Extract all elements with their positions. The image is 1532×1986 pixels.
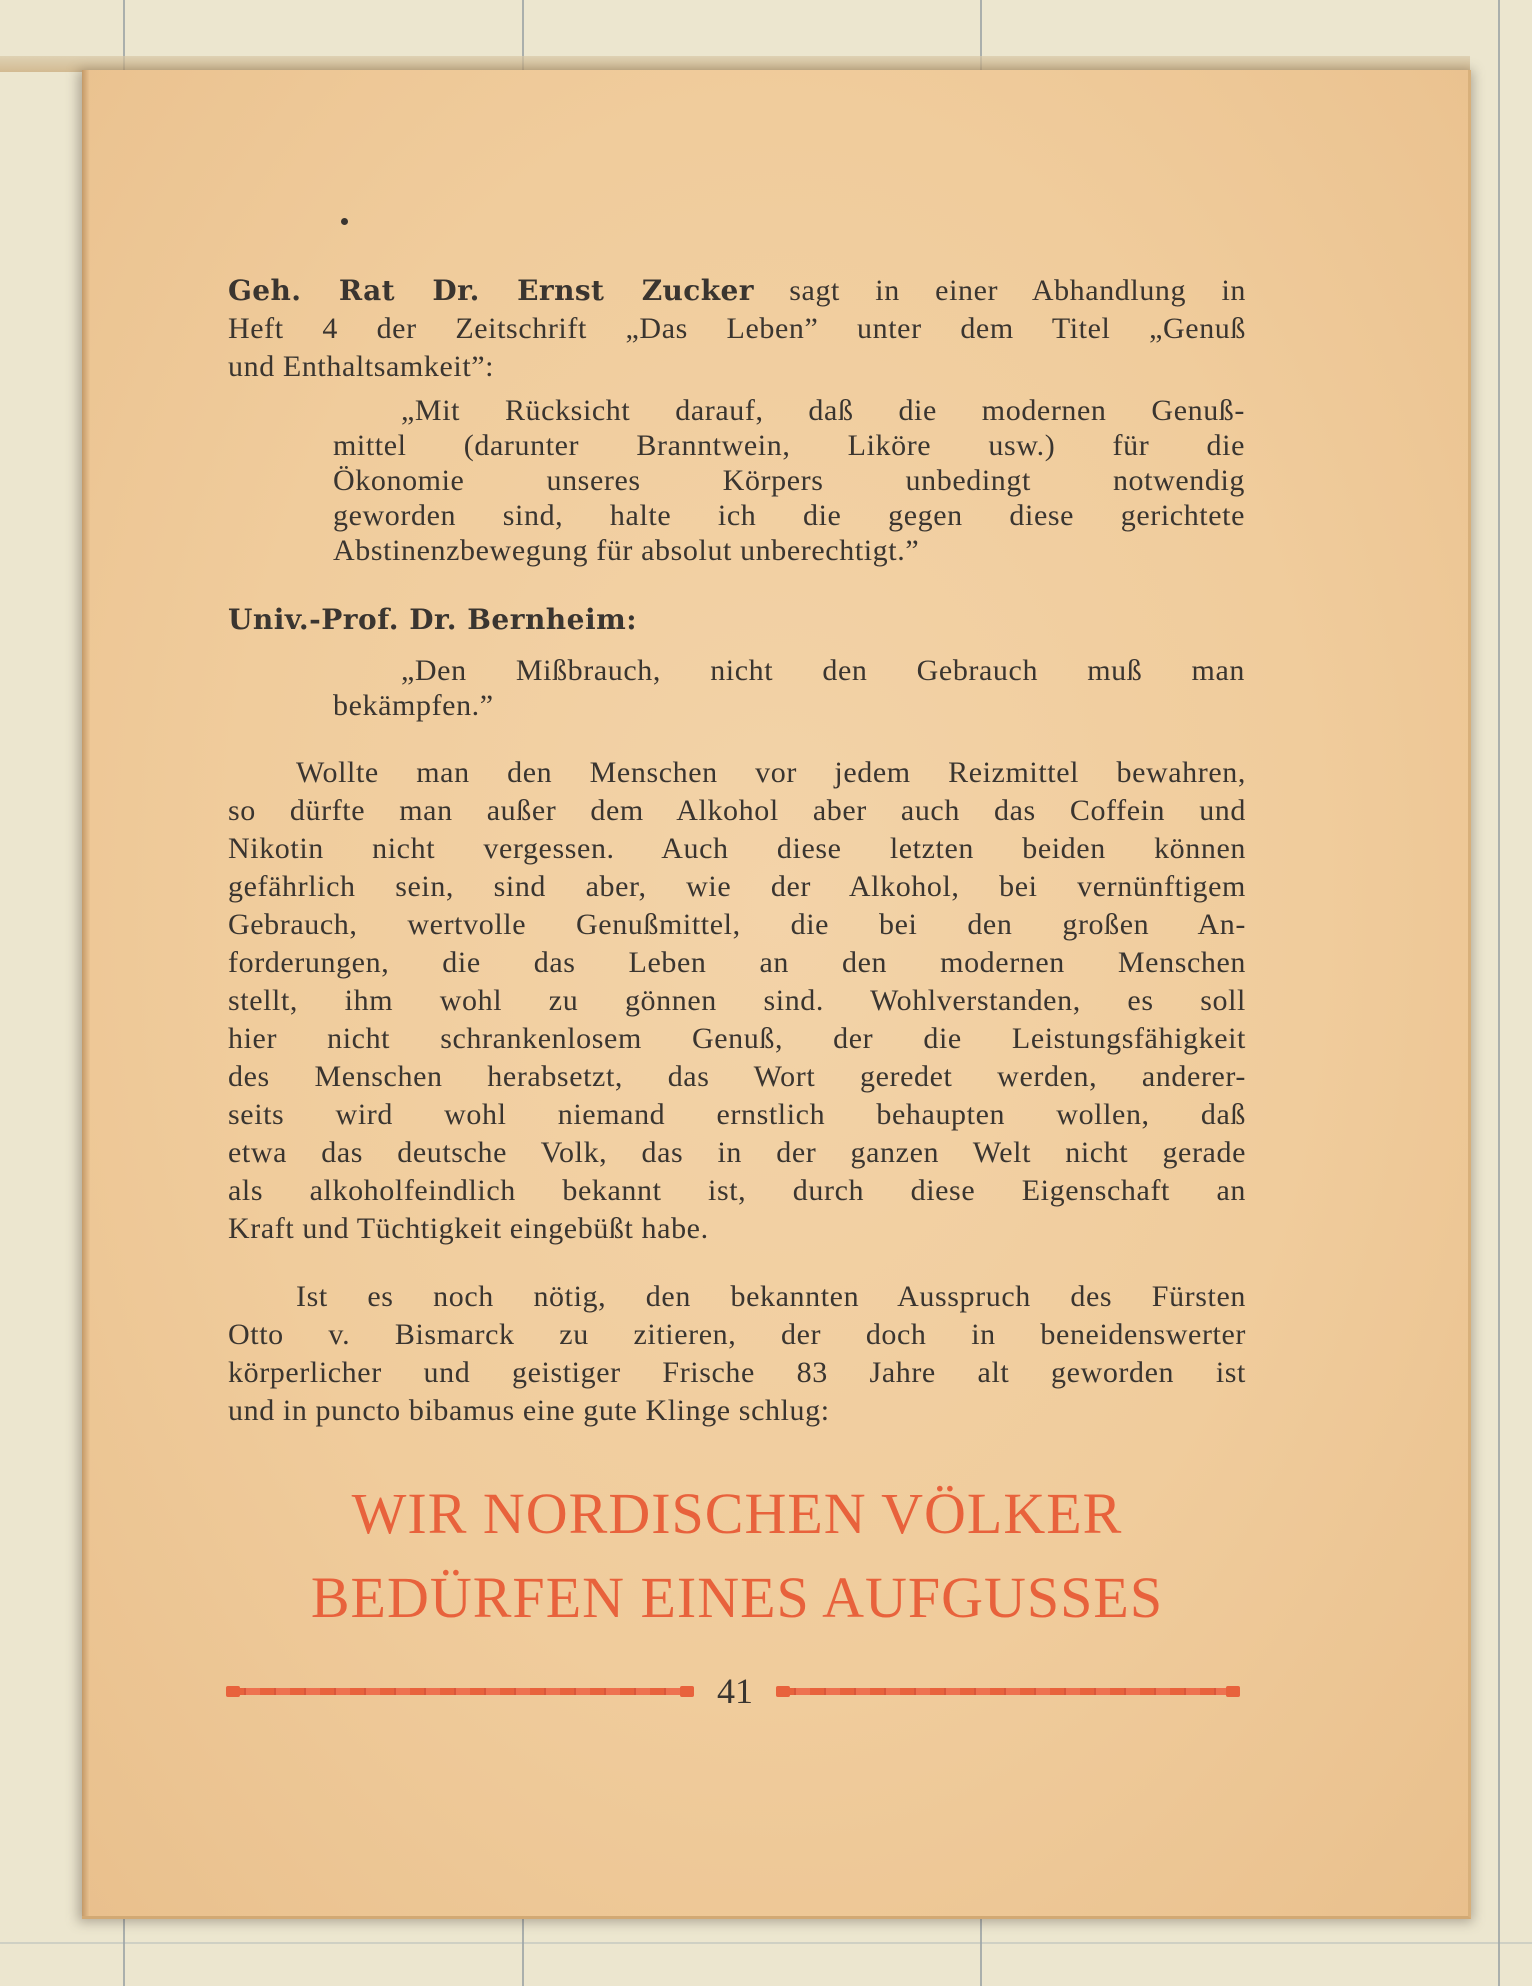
right-ornament-rule [780,1688,1236,1695]
text-line: Nikotin nicht vergessen. Auch diese letzten beiden können [228,832,1246,865]
text-line: Gebrauch, wertvolle Genußmittel, die bei den großen An- [228,908,1246,941]
text-line: als alkoholfeindlich bekannt ist, durch diese Eigenschaft an [228,1174,1246,1207]
quote-line: Ökonomie unseres Körpers unbedingt notwendig [333,464,1245,497]
quote-line: Abstinenzbewegung für absolut unberechtigt.” [333,534,920,567]
text-line: Geh. Rat Dr. Ernst Zucker sagt in einer Abhandlung in [228,274,1246,307]
text-line: Heft 4 der Zeitschrift „Das Leben” unter dem Titel „Genuß [228,312,1246,345]
text-line: etwa das deutsche Volk, das in der ganzen Welt nicht gerade [228,1136,1246,1169]
text-line: so dürfte man außer dem Alkohol aber auch das Coffein und [228,794,1246,827]
motto-line-1: WIR NORDISCHEN VÖLKER [351,1481,1123,1546]
text-line: Wollte man den Menschen vor jedem Reizmittel bewahren, [296,756,1246,789]
text-line: und in puncto bibamus eine gute Klinge schlug: [228,1394,830,1427]
page-number: 41 [717,1671,753,1711]
printed-dot [341,218,348,225]
text-line: gefährlich sein, sind aber, wie der Alkohol, bei vernünftigem [228,870,1246,903]
text-line: stellt, ihm wohl zu gönnen sind. Wohlverstanden, es soll [228,984,1246,1017]
quote-line: geworden sind, halte ich die gegen diese gerichtete [333,499,1245,532]
author-name: Geh. Rat Dr. Ernst Zucker [228,274,754,307]
text-line: hier nicht schrankenlosem Genuß, der die Leistungsfähigkeit [228,1022,1246,1055]
text-line: körperlicher und geistiger Frische 83 Jahre alt geworden ist [228,1356,1246,1389]
grid-line [1498,0,1500,1986]
quote-line: „Mit Rücksicht darauf, daß die modernen Genuß- [401,394,1245,427]
text-line: Kraft und Tüchtigkeit eingebüßt habe. [228,1212,709,1245]
quote-line: bekämpfen.” [333,689,494,722]
left-ornament-rule [230,1688,690,1695]
text-line: seits wird wohl niemand ernstlich behaupten wollen, daß [228,1098,1246,1131]
intro-paragraph [228,272,1246,386]
text-line: Ist es noch nötig, den bekannten Ausspruch des Fürsten [296,1280,1246,1313]
text-line: des Menschen herabsetzt, das Wort geredet werden, anderer- [228,1060,1246,1093]
page-spine [82,70,90,1916]
speaker-bernheim: Univ.-Prof. Dr. Bernheim: [228,603,638,636]
bismarck-paragraph [228,1278,1246,1430]
motto-line-2: BEDÜRFEN EINES AUFGUSSES [310,1565,1164,1630]
quote-line: mittel (darunter Branntwein, Liköre usw.) für die [333,429,1245,462]
quote-line: „Den Mißbrauch, nicht den Gebrauch muß man [401,654,1245,687]
main-paragraph [228,754,1246,1248]
text-line: und Enthaltsamkeit”: [228,350,495,383]
text-line: forderungen, die das Leben an den modernen Menschen [228,946,1246,979]
quote-zucker [333,393,1245,568]
quote-bernheim [333,653,1245,723]
text-line: Otto v. Bismarck zu zitieren, der doch in beneidenswerter [228,1318,1246,1351]
grid-line [0,1942,1532,1944]
